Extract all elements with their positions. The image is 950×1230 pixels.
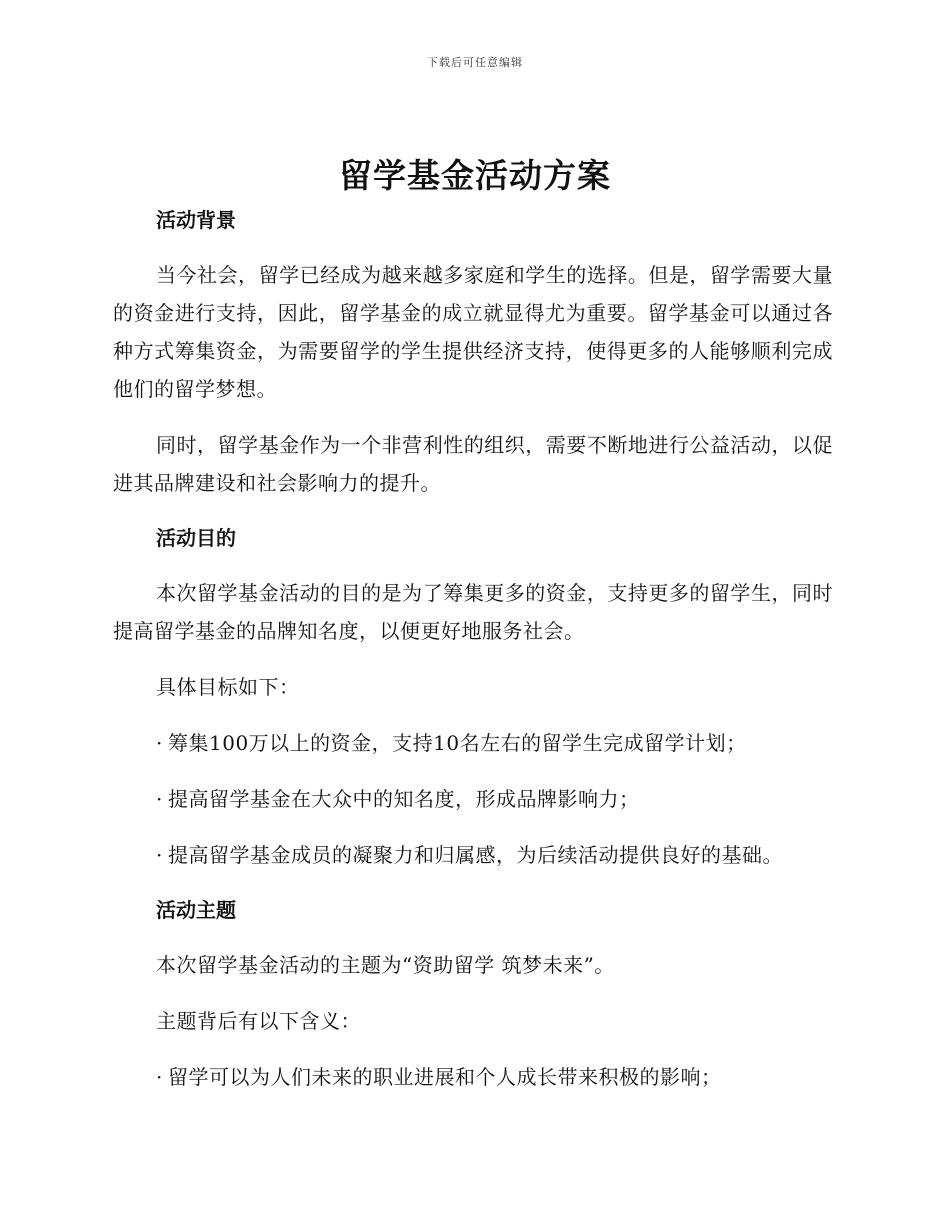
purpose-bullet-item bbox=[113, 724, 833, 762]
theme-paragraph-1: 本次留学基金活动的主题为“资助留学 筑梦未来”。 bbox=[156, 953, 615, 977]
section-heading-theme: 活动主题 bbox=[156, 898, 236, 922]
document-title: 留学基金活动方案 bbox=[339, 156, 611, 195]
theme-paragraph-2: 主题背后有以下含义： bbox=[156, 1009, 361, 1033]
document-body bbox=[113, 202, 833, 1114]
bullet-dot-icon: · bbox=[156, 787, 163, 811]
purpose-bullet-text: 提高留学基金在大众中的知名度，形成品牌影响力； bbox=[168, 787, 640, 811]
section-heading-background: 活动背景 bbox=[156, 208, 236, 232]
purpose-bullet-item bbox=[113, 780, 833, 818]
background-paragraph-1: 当今社会，留学已经成为越来越多家庭和学生的选择。但是，留学需要大量的资金进行支持，因此，留学基金的成立就显得尤为重要。留学基金可以通过各种方式筹集资金，为需要留学的学生提供经济支持，使得更多的人能够顺利完成他们的留学梦想。 bbox=[113, 263, 833, 401]
bullet-dot-icon: · bbox=[156, 1065, 163, 1089]
purpose-bullet-item bbox=[113, 836, 833, 874]
purpose-bullet-text: 提高留学基金成员的凝聚力和归属感，为后续活动提供良好的基础。 bbox=[168, 843, 783, 867]
purpose-paragraph-1: 本次留学基金活动的目的是为了筹集更多的资金，支持更多的留学生，同时提高留学基金的品牌知名度，以便更好地服务社会。 bbox=[113, 581, 833, 643]
theme-bullet-item bbox=[113, 1058, 833, 1096]
section-heading-purpose: 活动目的 bbox=[156, 526, 236, 550]
purpose-bullet-text: 筹集100万以上的资金，支持10名左右的留学生完成留学计划； bbox=[168, 731, 747, 755]
theme-bullet-text: 留学可以为人们未来的职业进展和个人成长带来积极的影响； bbox=[168, 1065, 722, 1089]
purpose-paragraph-2: 具体目标如下： bbox=[156, 675, 300, 699]
bullet-dot-icon: · bbox=[156, 731, 163, 755]
background-paragraph-2: 同时，留学基金作为一个非营利性的组织，需要不断地进行公益活动，以促进其品牌建设和社会影响力的提升。 bbox=[113, 433, 833, 495]
header-note: 下载后可任意编辑 bbox=[427, 56, 523, 69]
bullet-dot-icon: · bbox=[156, 843, 163, 867]
